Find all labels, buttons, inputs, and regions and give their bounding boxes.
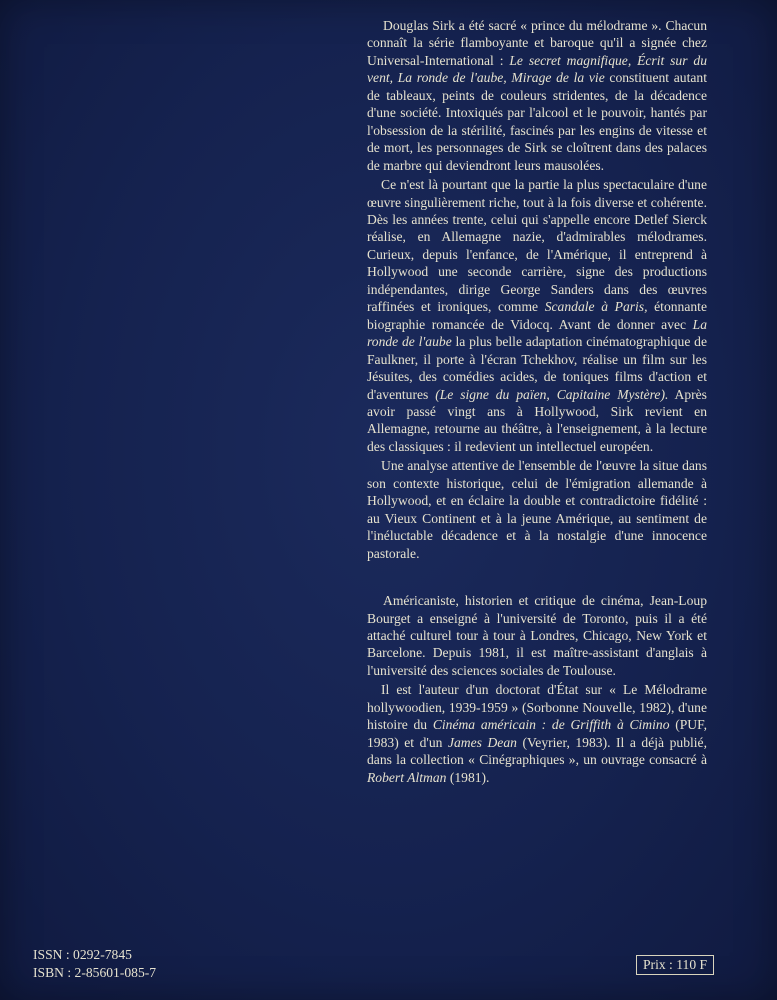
price-box: Prix : 110 F	[636, 955, 714, 975]
synopsis-text: étonnante biographie romancée de Vidocq. Avant de donner avec	[367, 299, 707, 332]
book-title: Robert Altman	[367, 769, 447, 785]
film-title: La ronde de l'aube	[367, 316, 707, 350]
text-column	[367, 17, 707, 786]
film-titles: (Le signe du païen, Capitaine Mystère).	[435, 386, 669, 402]
issn: ISSN : 0292-7845	[33, 947, 132, 962]
publication-codes	[33, 946, 156, 982]
synopsis-text: Ce n'est là pourtant que la partie la plus spectaculaire d'une œuvre singulièrement riche, tout à la fois diverse et cohérente. Dès les années trente, celui qui s'appelle encore Detlef Sierck réalise, en Allemagne nazie, d'admirables mélodrames. Curieux, depuis l'enfance, de l'Amérique, il entreprend à Hollywood une seconde carrière, signe des productions indépendantes, dirige George Sanders dans des œuvres raffinées et ironiques, comme	[367, 177, 707, 315]
author-bio-paragraph-2	[367, 681, 707, 786]
bio-text: Il est l'auteur d'un doctorat d'État sur « Le Mélodrame hollywoodien, 1939-1959 » (Sorbonne Nouvelle, 1982), d'une histoire du	[367, 682, 707, 733]
author-bio-paragraph-1: Américaniste, historien et critique de cinéma, Jean-Loup Bourget a enseigné à l'université de Toronto, puis il a été attaché culturel tour à tour à Londres, Chicago, New York et Barcelone. Depuis 1981, il est maître-assistant d'anglais à l'université des sciences sociales de Toulouse.	[367, 593, 707, 678]
synopsis-text: constituent autant de tableaux, peints de couleurs stridentes, de la décadence d'une société. Intoxiqués par l'alcool et le pouvoir, hantés par l'obsession de la stérilité, fascinés par les engins de vitesse et de mort, les personnages de Sirk se cloîtrent dans des palaces de marbre qui deviendront leurs mausolées.	[367, 70, 707, 173]
synopsis-text: Douglas Sirk a été sacré « prince du mélodrame ». Chacun connaît la série flamboyante et baroque qu'il a signée chez Universal-International :	[367, 18, 707, 68]
synopsis-paragraph-1	[367, 17, 707, 174]
synopsis-paragraph-2	[367, 176, 707, 455]
bio-text: (PUF, 1983) et d'un	[367, 717, 707, 750]
synopsis-text: la plus belle adaptation cinématographique de Faulkner, il porte à l'écran Tchekhov, réalise un film sur les Jésuites, des comédies acides, de toniques films d'action et d'aventures	[367, 334, 707, 402]
book-title: Cinéma américain : de Griffith à Cimino	[432, 717, 670, 733]
bio-text: (Veyrier, 1983). Il a déjà publié, dans la collection « Cinégraphiques », un ouvrage consacré à	[367, 734, 707, 768]
synopsis-paragraph-3: Une analyse attentive de l'ensemble de l'œuvre la situe dans son contexte historique, celui de l'émigration allemande à Hollywood, et en éclaire la double et contradictoire fidélité : au Vieux Continent et à la jeune Amérique, au sentiment de l'inéluctable décadence et à la nostalgie d'une innocence pastorale.	[367, 458, 707, 561]
film-title: Scandale à Paris,	[544, 299, 648, 315]
isbn: ISBN : 2-85601-085-7	[33, 965, 157, 980]
synopsis-text: Après avoir passé vingt ans à Hollywood, Sirk revient en Allemagne, retourne au théâtre, à l'enseignement, à la lecture des classiques : il redevient un intellectuel européen.	[367, 386, 707, 454]
section-spacer	[367, 562, 707, 592]
film-titles: Le secret magnifique, Écrit sur du vent, La ronde de l'aube, Mirage de la vie	[367, 52, 707, 86]
bio-text: (1981).	[446, 769, 490, 785]
book-title: James Dean	[447, 734, 517, 750]
